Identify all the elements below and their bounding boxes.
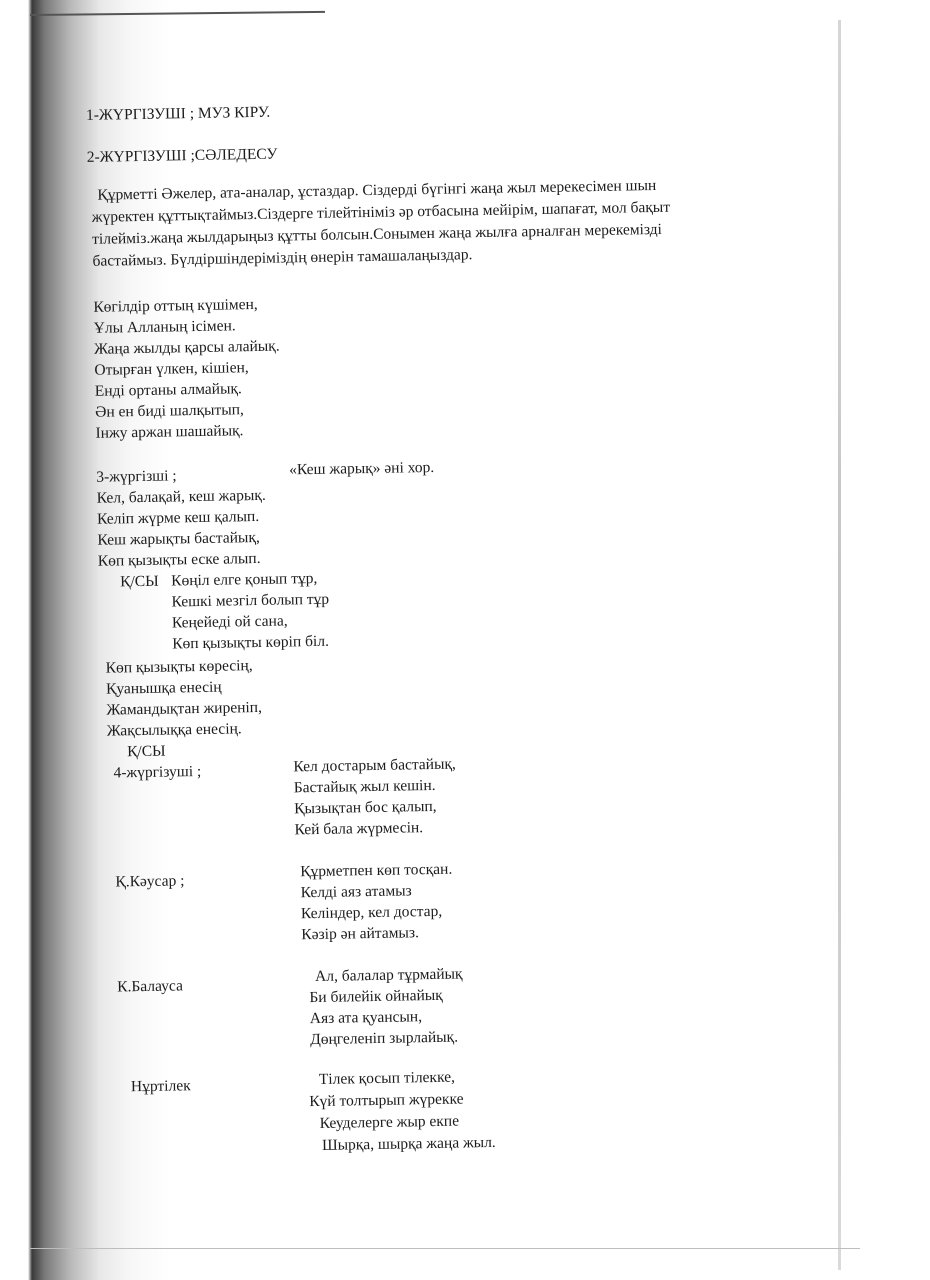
- greeting-line-2: жүректен құттықтаймыз.Сіздерге тілейтініміз әр отбасына мейірім, шапағат, мол бақыт: [91, 198, 671, 226]
- presenter-2-line: 2-ЖҮРГІЗУШІ ;СӘЛЕДЕСУ: [86, 145, 278, 166]
- nurtilek-line-3: Кеуделерге жыр екпе: [319, 1112, 460, 1132]
- song-line-3: Кеш жарықты бастайық,: [97, 528, 260, 549]
- poem-1-line-1: Көгілдір оттың күшімен,: [93, 295, 258, 316]
- presenter-1-line: 1-ЖҮРГІЗУШІ ; МУЗ КІРУ.: [85, 103, 271, 124]
- kausar-label: Қ.Кәусар ;: [115, 872, 185, 891]
- chorus-line-1: Көңіл елге қонып тұр,: [171, 569, 318, 590]
- nurtilek-line-1: Тілек қосып тілекке,: [318, 1068, 456, 1088]
- scan-edge-line-right: [838, 20, 841, 1270]
- poem-1-line-3: Жаңа жылды қарсы алайық.: [93, 337, 280, 358]
- song-verse-2-line-1: Көп қызықты көресің,: [105, 657, 253, 677]
- presenter-4-line-4: Кей бала жүрмесін.: [294, 819, 424, 839]
- document-text: [80, 0, 822, 1270]
- balausa-line-1: Ал, балалар тұрмайық: [314, 965, 463, 986]
- nurtilek-line-2: Күй толтырып жүрекке: [309, 1090, 464, 1111]
- balausa-line-2: Би билейік ойнайық: [309, 986, 443, 1007]
- presenter-4-line-2: Бастайық жыл кешін.: [293, 776, 436, 797]
- chorus-line-3: Кеңейеді ой сана,: [171, 612, 288, 632]
- kausar-line-3: Келіндер, кел достар,: [300, 902, 443, 923]
- song-line-1: Кел, балақай, кеш жарық.: [96, 486, 266, 507]
- chorus-label-2: Қ/СЫ: [126, 742, 166, 761]
- song-verse-2-line-4: Жақсылыққа енесің.: [106, 720, 242, 740]
- chorus-label-1: Қ/СЫ: [120, 572, 159, 591]
- balausa-line-3: Аяз ата қуансын,: [309, 1008, 423, 1028]
- poem-1-line-6: Ән ен биді шалқытып,: [95, 401, 244, 421]
- poem-1-line-7: Інжу аржан шашайық.: [95, 422, 244, 442]
- kausar-line-4: Кәзір ән айтамыз.: [301, 924, 420, 944]
- song-verse-2-line-2: Қуанышқа енесің: [105, 678, 222, 698]
- kausar-line-1: Құрметпен көп тосқан.: [300, 860, 453, 881]
- song-line-4: Көп қызықты еске алып.: [97, 549, 261, 570]
- poem-1-line-4: Отырған үлкен, кішіен,: [94, 359, 249, 379]
- kausar-line-2: Келді аяз атамыз: [300, 882, 412, 902]
- greeting-line-3: тілейміз.жаңа жылдарыңыз құтты болсын.Сонымен жаңа жылға арналған мерекемізді: [92, 220, 663, 248]
- song-verse-2-line-3: Жамандықтан жиреніп,: [106, 698, 263, 719]
- greeting-line-1: Құрметті Әжелер, ата-аналар, ұстаздар. Сіздерді бүгінгі жаңа жыл мерекесімен шын: [97, 176, 657, 204]
- presenter-3-label: 3-жүргізші ;: [96, 467, 177, 486]
- greeting-line-4: бастаймыз. Бүлдіршіндеріміздің өнерін тамашалаңыздар.: [92, 246, 473, 270]
- nurtilek-line-4: Шырқа, шырқа жаңа жыл.: [321, 1133, 496, 1154]
- song-line-2: Келіп жүрме кеш қалып.: [96, 507, 260, 528]
- poem-1-line-5: Енді ортаны алмайық.: [94, 380, 242, 400]
- balausa-label: К.Балауса: [117, 977, 184, 996]
- song-title-line: «Кеш жарық» әні хор.: [289, 458, 435, 479]
- nurtilek-label: Нұртілек: [130, 1077, 191, 1096]
- presenter-4-label: 4-жүргізуші ;: [113, 763, 202, 782]
- poem-1-line-2: Ұлы Алланың ісімен.: [93, 317, 236, 337]
- balausa-line-4: Дөңгеленіп зырлайық.: [310, 1028, 459, 1049]
- chorus-line-2: Кешкі мезгіл болып тұр: [171, 590, 330, 611]
- chorus-line-4: Көп қызықты көріп біл.: [172, 632, 330, 653]
- presenter-4-line-3: Қызықтан бос қалып,: [294, 797, 437, 818]
- presenter-4-line-1: Кел достарым бастайық,: [293, 755, 456, 776]
